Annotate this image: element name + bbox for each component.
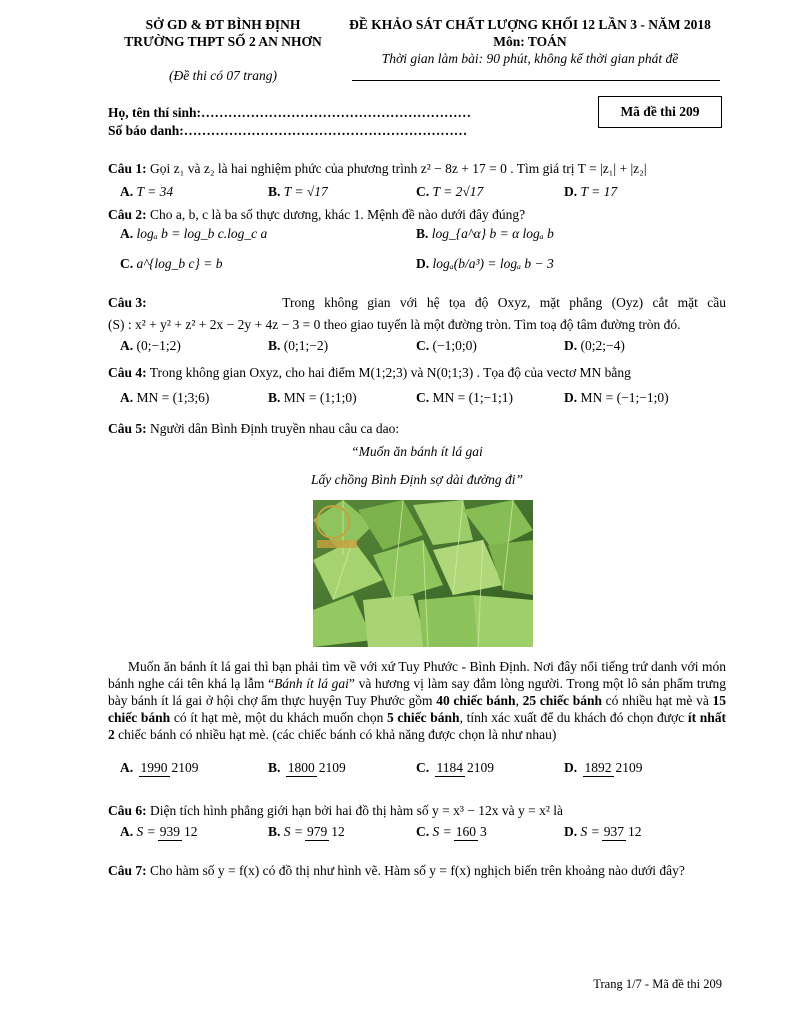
question-text: Diện tích hình phẳng giới hạn bởi hai đồ thị hàm số y = x³ − 12x và y = x² là [150,803,564,818]
option-b[interactable]: B. MN = (1;1;0) [268,390,357,405]
student-info [108,104,471,140]
option-d[interactable]: D. S = 937 12 [564,824,642,840]
option-d[interactable]: D. logₐ(b/a³) = logₐ b − 3 [416,256,554,271]
option-a[interactable]: A. S = 939 12 [120,824,198,840]
question-4-options [120,390,720,406]
question-label: Câu 5: [108,421,147,436]
verse-line-2: Lấy chồng Bình Định sợ dài đường đi” [311,472,523,487]
option-c[interactable]: C. MN = (1;−1;1) [416,390,513,405]
option-a[interactable]: A. 1990 2109 [120,760,199,776]
header-divider [352,80,720,81]
exam-code-box [598,96,722,128]
question-6 [108,802,726,820]
question-text: Gọi z₁ và z₂ là hai nghiệm phức của phương trình z² − 8z + 17 = 0 . Tìm giá trị T = |z₁| + |z₂| [150,161,647,176]
option-a[interactable]: A. T = 34 [120,184,174,199]
option-a[interactable]: A. MN = (1;3;6) [120,390,210,405]
question-5 [108,420,726,438]
header-left [108,16,338,50]
subject: Môn: TOÁN [493,34,567,49]
question-text: Người dân Bình Định truyền nhau câu ca dao: [150,421,400,436]
banh-it-image [313,500,533,647]
option-d[interactable]: D. (0;2;−4) [564,338,625,353]
question-label: Câu 6: [108,803,147,818]
question-5-options [120,760,720,777]
question-label: Câu 2: [108,207,147,222]
question-text: Cho a, b, c là ba số thực dương, khác 1. Mệnh đề nào dưới đây đúng? [150,207,526,222]
option-d[interactable]: D. T = 17 [564,184,618,199]
question-1 [108,160,726,178]
question-4 [108,364,726,382]
question-label: Câu 4: [108,365,147,380]
school-name: TRƯỜNG THPT SỐ 2 AN NHƠN [124,34,322,49]
question-3 [108,294,726,334]
option-a[interactable]: A. logₐ b = log_b c.log_c a [120,226,268,241]
question-7 [108,862,726,880]
question-3-options [120,338,720,354]
header-right [330,16,730,67]
question-text: Cho hàm số y = f(x) có đồ thị như hình vẽ. Hàm số y = f(x) nghịch biến trên khoảng nào dưới đây? [150,863,685,878]
question-2 [108,206,726,224]
student-name-line: Họ, tên thí sinh:…………………………………………………… [108,105,472,120]
question-label: Câu 7: [108,863,147,878]
option-a[interactable]: A. (0;−1;2) [120,338,181,353]
question-text-line2: (S) : x² + y² + z² + 2x − 2y + 4z − 3 = 0 theo giao tuyến là một đường tròn. Tìm toạ độ tâm đường tròn đó. [108,317,681,332]
exam-code: Mã đề thi 209 [620,104,700,119]
verse-line-1: “Muốn ăn bánh ít lá gai [351,444,483,459]
question-label: Câu 1: [108,161,147,176]
student-id-line: Số báo danh:……………………………………………………… [108,123,468,138]
question-text-line1: Trong không gian với hệ tọa độ Oxyz, mặt phẳng (Oyz) cắt mặt cầu [282,295,726,310]
question-2-options-row1 [120,226,720,242]
pages-note: (Đề thi có 07 trang) [169,68,277,83]
option-b[interactable]: B. log_{a^α} b = α logₐ b [416,226,554,241]
time-note: Thời gian làm bài: 90 phút, không kể thời gian phát đề [381,51,679,66]
question-2-options-row2 [120,256,720,272]
banh-it-la-gai-photo [313,500,533,647]
page-footer: Trang 1/7 - Mã đề thi 209 [593,977,722,991]
option-c[interactable]: C. a^{log_b c} = b [120,256,223,271]
question-6-options [120,824,720,841]
dept-name: SỞ GD & ĐT BÌNH ĐỊNH [145,17,301,32]
question-label: Câu 3: [108,295,147,310]
option-b[interactable]: B. T = √17 [268,184,328,199]
option-c[interactable]: C. T = 2√17 [416,184,484,199]
option-c[interactable]: C. 1184 2109 [416,760,494,776]
option-d[interactable]: D. MN = (−1;−1;0) [564,390,669,405]
option-c[interactable]: C. S = 160 3 [416,824,487,840]
option-b[interactable]: B. 1800 2109 [268,760,346,776]
option-b[interactable]: B. (0;1;−2) [268,338,329,353]
question-1-options [120,184,720,200]
option-c[interactable]: C. (−1;0;0) [416,338,477,353]
option-b[interactable]: B. S = 979 12 [268,824,345,840]
exam-title: ĐỀ KHẢO SÁT CHẤT LƯỢNG KHỐI 12 LẦN 3 - NĂM 2018 [349,17,711,32]
option-d[interactable]: D. 1892 2109 [564,760,643,776]
question-text: Trong không gian Oxyz, cho hai điểm M(1;2;3) và N(0;1;3) . Tọa độ của vectơ MN bằng [149,365,631,380]
question-5-paragraph: Muốn ăn bánh ít lá gai thì bạn phải tìm về với xứ Tuy Phước - Bình Định. Nơi đây nổi tiếng trứ danh với món bánh nghe cái tên khá lạ lẫm “Bánh ít lá gai” và hương vị làm say đắm lòng người. Trong một lô sản phẩm trưng bày bánh ít lá gai ở hội chợ ẩm thực huyện Tuy Phước gồm 40 chiếc bánh, 25 chiếc bánh có nhiều hạt mè và 15 chiếc bánh có ít hạt mè, một du khách muốn chọn 5 chiếc bánh, tính xác xuất để du khách đó chọn được ít nhất 2 chiếc bánh có nhiều hạt mè. (các chiếc bánh có khả năng được chọn là như nhau) [108,659,726,742]
